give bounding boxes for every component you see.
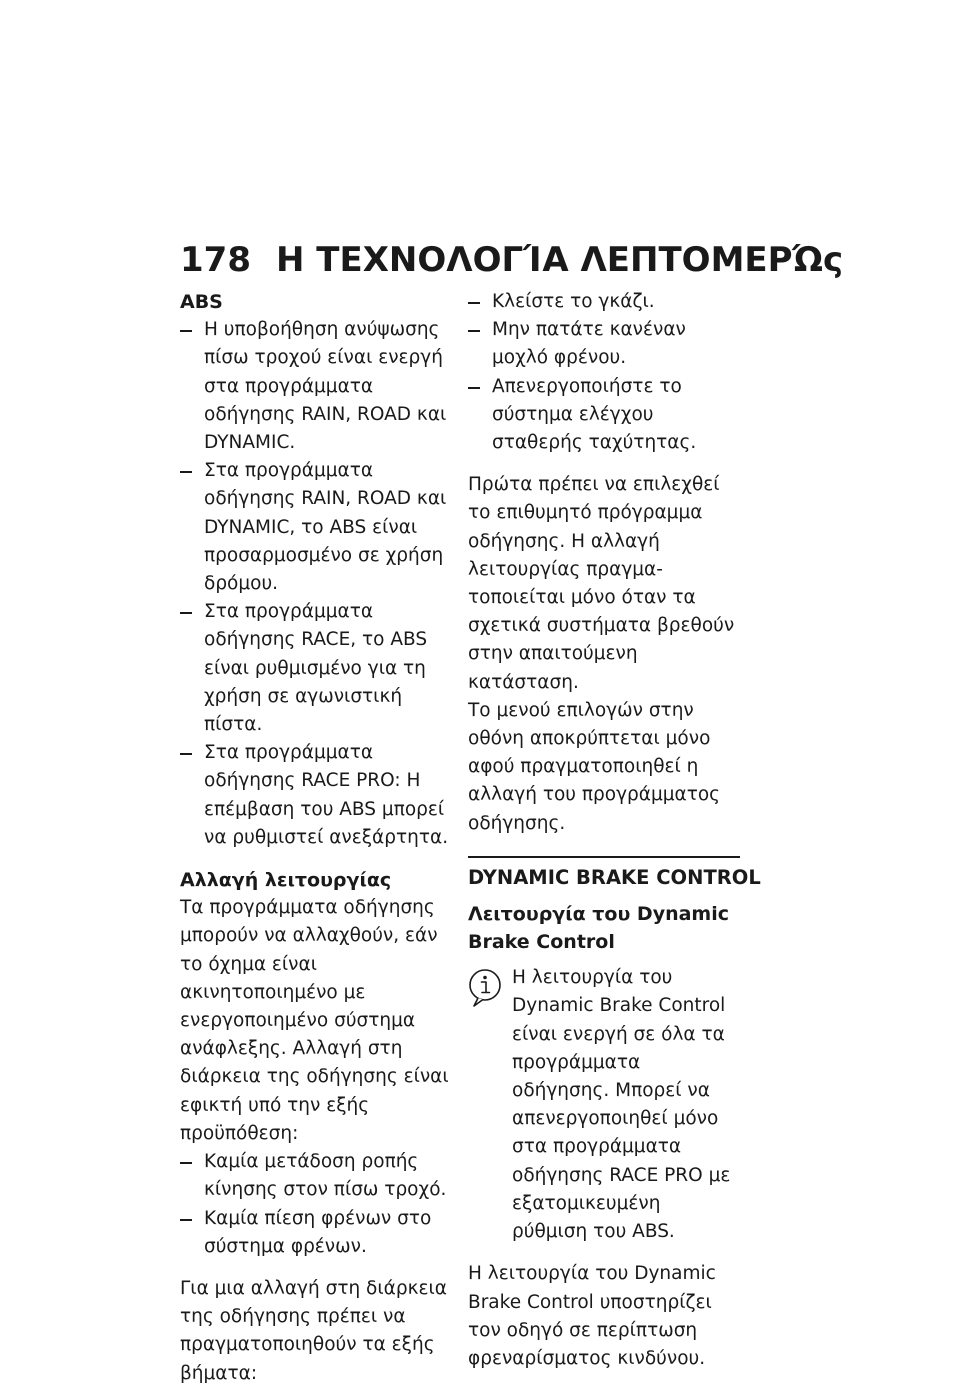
info-icon [468, 968, 502, 1008]
abs-heading: ABS [180, 291, 223, 313]
page-number: 178 [180, 240, 251, 280]
mode-change-heading: Αλλαγή λειτουργίας [180, 869, 392, 892]
condition-list [180, 1148, 450, 1261]
dbc-info-text: Η λειτουργία του Dynamic Brake Control είναι ενεργή σε όλα τα προγράμματα οδήγησης. Μπορεί να απενεργοποιηθεί μόνο στα προγράμματα οδήγησης RACE PRO με εξατομικευμένη ρύθμιση του ABS. [512, 967, 731, 1243]
steps-list [468, 288, 740, 457]
dbc-function-heading: Λειτουργία του Dynamic Brake Control [468, 902, 730, 954]
right-column [468, 288, 761, 1373]
page-header [180, 236, 844, 284]
menu-hide-text: Το μενού επιλογών στην οθόνη αποκρύπτεται μόνο αφού πραγματοποιηθεί η αλλαγή του προγράμματος οδήγησης. [468, 699, 721, 834]
list-item: Στα προγράμματα οδήγησης RACE, το ABS είναι ρυθμισμένο για τη χρήση σε αγωνιστική πίστα. [204, 601, 428, 736]
info-note [468, 964, 740, 1246]
list-item: Στα προγράμματα οδήγησης RACE PRO: Η επέμβαση του ABS μπορεί να ρυθμιστεί ανεξάρτητα. [204, 742, 449, 848]
list-item: Μην πατάτε κανέναν μοχλό φρένου. [492, 319, 686, 369]
list-item: Απενεργοποιήστε το σύστημα ελέγχου σταθερής ταχύτητας. [492, 375, 697, 454]
abs-list [180, 316, 450, 852]
list-item: Στα προγράμματα οδήγησης RAIN, ROAD και DYNAMIC, το ABS είναι προσαρμοσμένο σε χρήση δρόμου. [204, 460, 447, 595]
steps-intro: Για μια αλλαγή στη διάρκεια της οδήγησης πρέπει να πραγματοποιηθούν τα εξής βήματα: [180, 1277, 447, 1384]
mode-change-text: Τα προγράμματα οδήγησης μπορούν να αλλαχθούν, εάν το όχημα είναι ακινητοποιημένο με ενεργοποιημένο σύστημα ανάφλεξης. Αλλαγή στη διάρκεια της οδήγησης είναι εφικτή υπό την εξής προϋπόθεση: [180, 897, 449, 1144]
left-column [180, 288, 450, 1388]
section-divider [468, 856, 740, 858]
page-title: Η ΤΕΧΝΟΛΟΓΊΑ ΛΕΠΤΟΜΕΡΏς [276, 240, 844, 280]
list-item: Καμία πίεση φρένων στο σύστημα φρένων. [204, 1207, 432, 1257]
dbc-section-title: DYNAMIC BRAKE CONTROL [468, 865, 761, 889]
dbc-support-text: Η λειτουργία του Dynamic Brake Control υποστηρίζει τον οδηγό σε περίπτωση φρεναρίσματος κινδύνου. [468, 1263, 716, 1369]
select-program-text: Πρώτα πρέπει να επιλεχθεί το επιθυμητό πρόγραμμα οδήγησης. Η αλλαγή λειτουργίας πραγματοποιείται μόνο όταν τα σχετικά συστήματα βρεθούν στην απαιτούμενη κατάσταση. [468, 474, 735, 693]
list-item: Καμία μετάδοση ροπής κίνησης στον πίσω τροχό. [204, 1151, 447, 1201]
list-item: Κλείστε το γκάζι. [492, 291, 655, 312]
list-item: Η υποβοήθηση ανύψωσης πίσω τροχού είναι ενεργή στα προγράμματα οδήγησης RAIN, ROAD και DYNAMIC. [204, 319, 447, 454]
